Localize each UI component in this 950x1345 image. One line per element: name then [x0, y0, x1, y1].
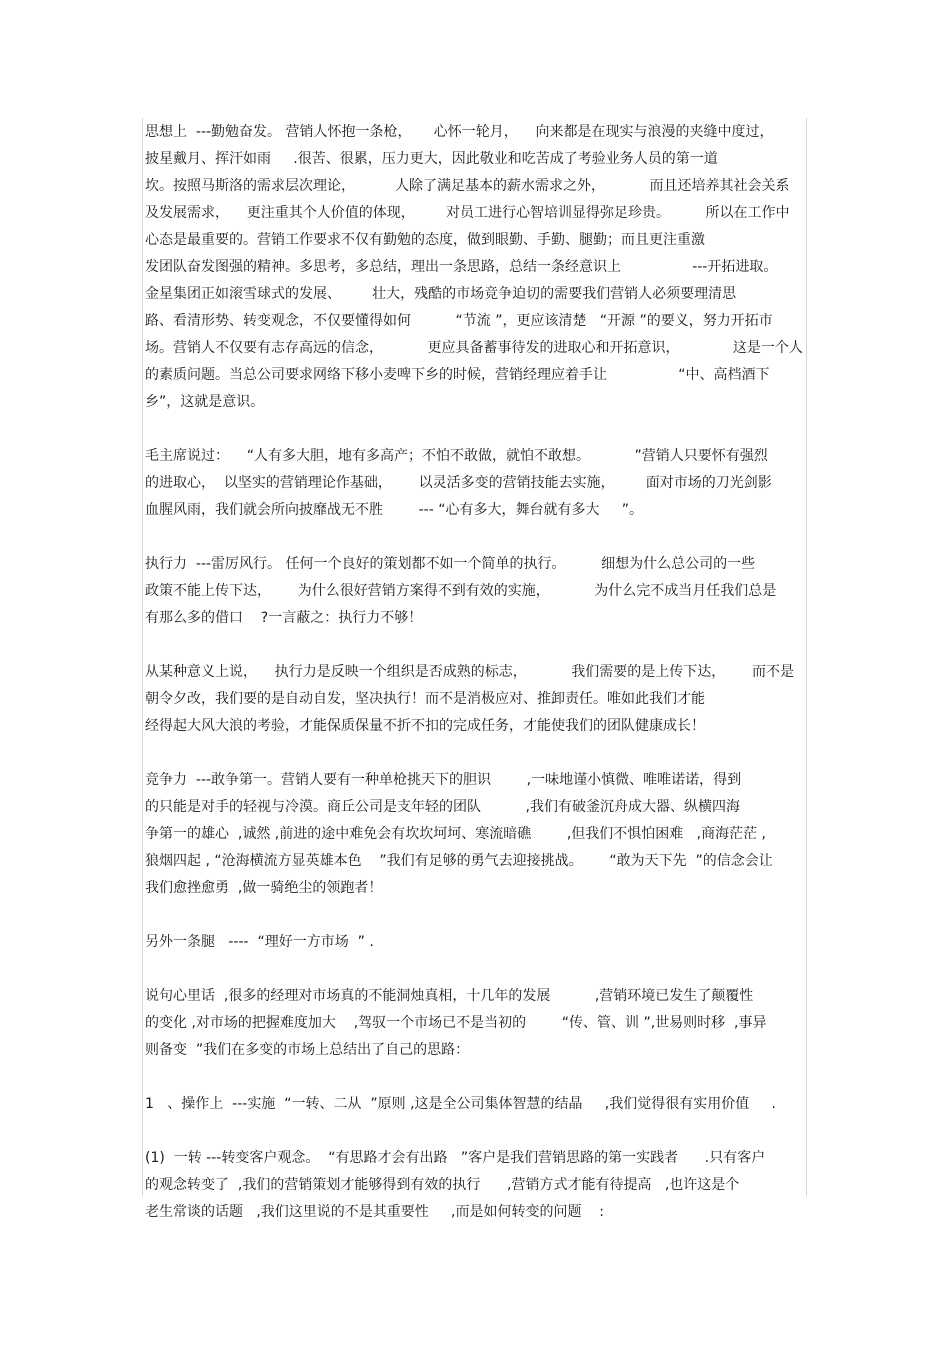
paragraph — [145, 1145, 805, 1226]
text-line: 坎。按照马斯洛的需求层次理论， 人除了满足基本的薪水需求之外， 而且还培养其社会关系 — [145, 178, 790, 194]
paragraph — [145, 929, 805, 956]
text-line: (1) 一转 ---转变客户观念。 “有思路才会有出路 ”客户是我们营销思路的第一实践者 .只有客户 — [145, 1150, 766, 1166]
document-body — [145, 119, 805, 1253]
text-line: 经得起大风大浪的考验，才能保质保量不折不扣的完成任务，才能使我们的团队健康成长！ — [145, 718, 705, 734]
text-line: 我们愈挫愈勇 ,做一骑绝尘的领跑者！ — [145, 880, 383, 896]
text-line: 从某种意义上说， 执行力是反映一个组织是否成熟的标志， 我们需要的是上传下达， 而不是 — [145, 664, 795, 680]
text-line: 场。营销人不仅要有志存高远的信念， 更应具备蓄事待发的进取心和开拓意识， 这是一个人 — [145, 340, 803, 356]
text-line: 金星集团正如滚雪球式的发展、 壮大，残酷的市场竞争迫切的需要我们营销人必须要理清思 — [145, 286, 737, 302]
text-line: 竞争力 ---敢争第一。营销人要有一种单枪挑天下的胆识 ,一味地谨小慎微、唯唯诺诺，得到 — [145, 772, 742, 788]
text-line: 及发展需求， 更注重其个人价值的体现， 对员工进行心智培训显得弥足珍贵。 所以在工作中 — [145, 205, 790, 221]
text-line: 路、看清形势、转变观念，不仅要懂得如何 “节流 ”，更应该清楚 “开源 ”的要义，努力开拓市 — [145, 313, 773, 329]
paragraph — [145, 1091, 805, 1118]
text-line: 乡”，这就是意识。 — [145, 394, 265, 410]
paragraph — [145, 983, 805, 1064]
text-line: 的进取心， 以坚实的营销理论作基础， 以灵活多变的营销技能去实施， 面对市场的刀光剑影 — [145, 475, 772, 491]
text-line: 争第一的雄心 ,诚然 ,前进的途中难免会有坎坎坷坷、寒流暗礁 ,但我们不惧怕困难 ,商海茫茫 , — [145, 826, 767, 842]
text-line: 心态是最重要的。营销工作要求不仅有勤勉的态度，做到眼勤、手勤、腿勤；而且更注重激 — [145, 232, 705, 248]
text-line: 发团队奋发图强的精神。多思考，多总结，理出一条思路，总结一条经意识上 ---开拓进取。 — [145, 259, 778, 275]
text-line: 1 、操作上 ---实施 “一转、二从 ”原则 ,这是全公司集体智慧的结晶 ,我们觉得很有实用价值 . — [145, 1096, 776, 1112]
text-line: 的观念转变了 ,我们的营销策划才能够得到有效的执行 ,营销方式才能有待提高 ,也许这是个 — [145, 1177, 740, 1193]
text-line: 披星戴月、挥汗如雨 .很苦、很累，压力更大，因此敬业和吃苦成了考验业务人员的第一道 — [145, 151, 718, 167]
text-line: 思想上 ---勤勉奋发。 营销人怀抱一条枪， 心怀一轮月， 向来都是在现实与浪漫的夹缝中度过， — [145, 124, 774, 140]
paragraph — [145, 443, 805, 524]
text-line: 的变化 ,对市场的把握难度加大 ,驾驭一个市场已不是当初的 “传、管、训 ”,世易则时移 ,事异 — [145, 1015, 767, 1031]
paragraph — [145, 119, 805, 416]
paragraph — [145, 767, 805, 902]
left-margin-rule — [142, 118, 143, 1196]
text-line: 说句心里话 ,很多的经理对市场真的不能洞烛真相，十几年的发展 ,营销环境已发生了颠覆性 — [145, 988, 754, 1004]
text-line: 血腥风雨，我们就会所向披靡战无不胜 --- “心有多大，舞台就有多大 ”。 — [145, 502, 643, 518]
text-line: 有那么多的借口 ?一言蔽之：执行力不够！ — [145, 610, 423, 626]
text-line: 的只能是对手的轻视与冷漠。商丘公司是支年轻的团队 ,我们有破釜沉舟成大器、纵横四海 — [145, 799, 740, 815]
text-line: 政策不能上传下达， 为什么很好营销方案得不到有效的实施， 为什么完不成当月任我们总是 — [145, 583, 777, 599]
text-line: 执行力 ---雷厉风行。 任何一个良好的策划都不如一个简单的执行。 细想为什么总公司的一些 — [145, 556, 756, 572]
text-line: 老生常谈的话题 ,我们这里说的不是其重要性 ,而是如何转变的问题 : — [145, 1204, 605, 1220]
paragraph — [145, 659, 805, 740]
text-line: 毛主席说过： “人有多大胆，地有多高产；不怕不敢做，就怕不敢想。 ”营销人只要怀有强烈 — [145, 448, 768, 464]
paragraph — [145, 551, 805, 632]
text-line: 的素质问题。当总公司要求网络下移小麦啤下乡的时候，营销经理应着手让 “中、高档酒下 — [145, 367, 770, 383]
right-margin-rule — [806, 118, 807, 1196]
text-line: 朝令夕改，我们要的是自动自发，坚决执行！而不是消极应对、推卸责任。唯如此我们才能 — [145, 691, 705, 707]
text-line: 另外一条腿 ---- “理好一方市场 ” . — [145, 934, 374, 950]
text-line: 狼烟四起 , “沧海横流方显英雄本色 ”我们有足够的勇气去迎接挑战。 “敢为天下先 ”的信念会让 — [145, 853, 773, 869]
text-line: 则备变 ”我们在多变的市场上总结出了自己的思路： — [145, 1042, 470, 1058]
